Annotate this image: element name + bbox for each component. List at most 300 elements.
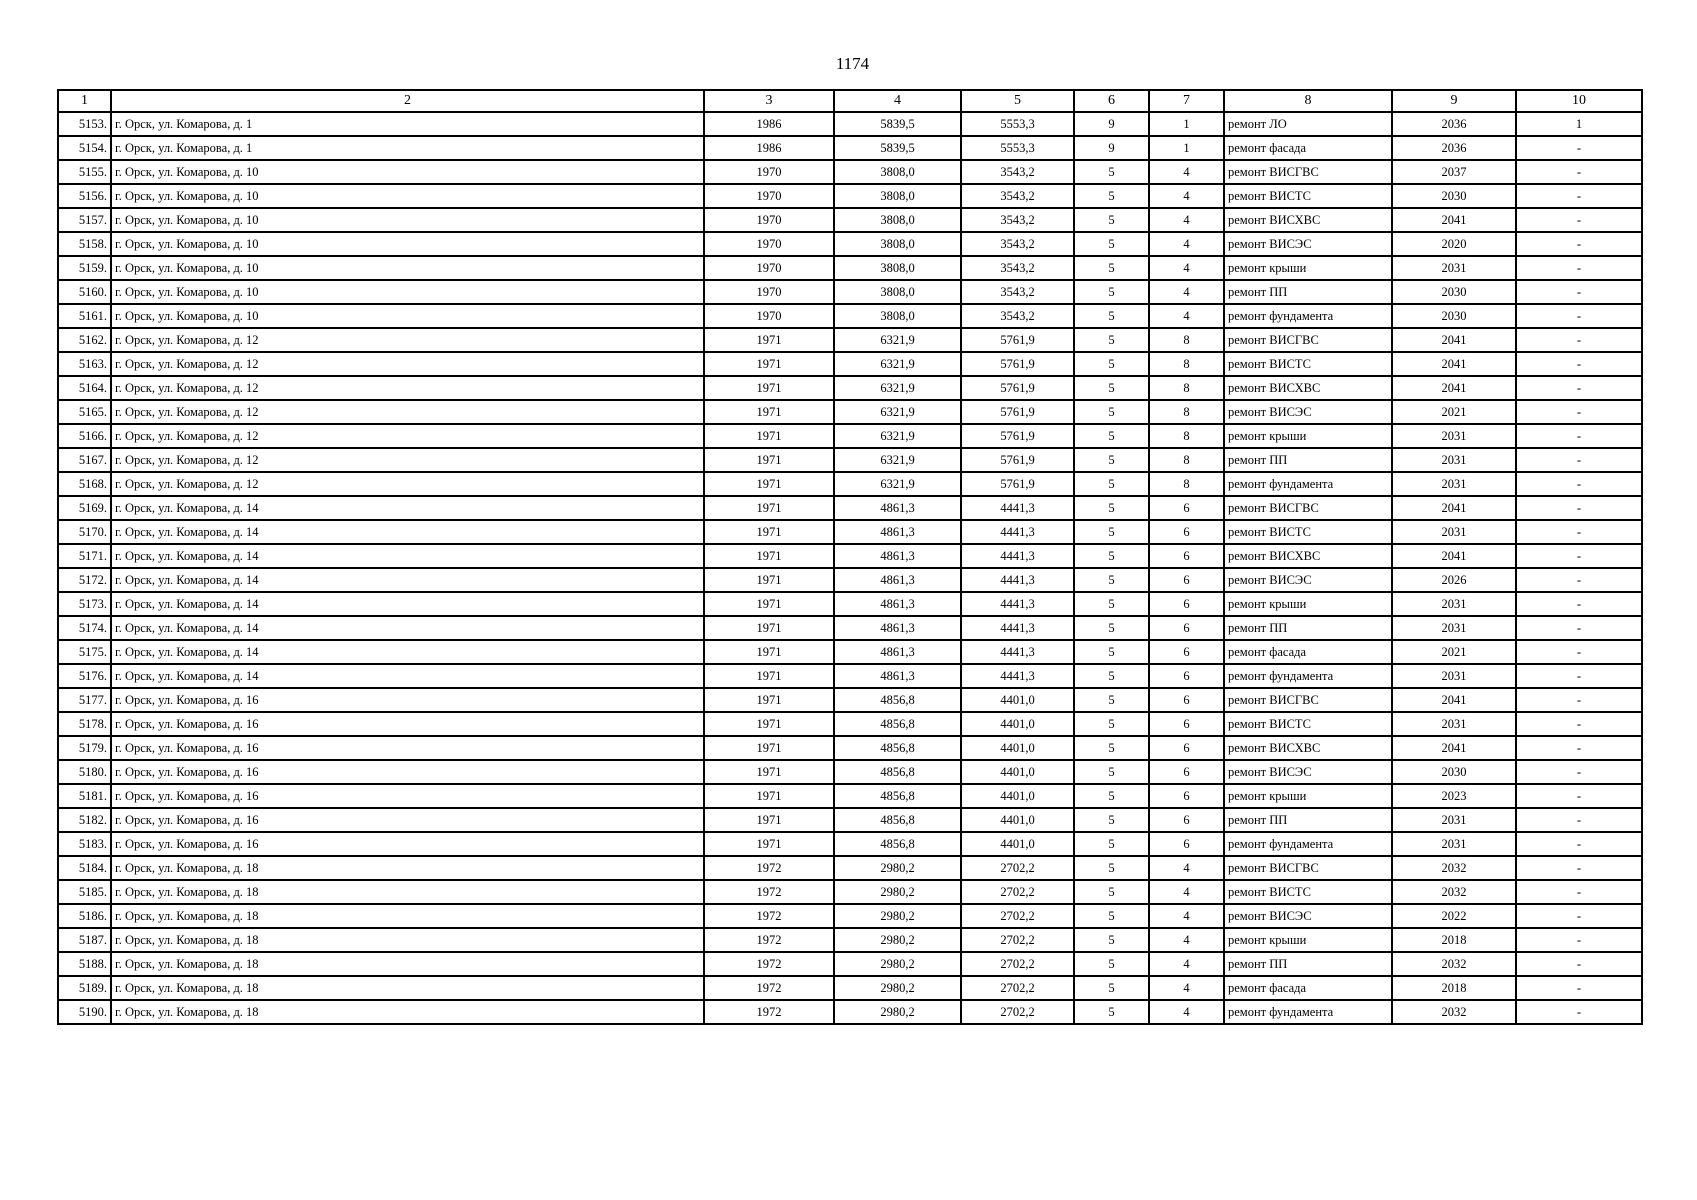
cell-year-built: 1970 — [704, 184, 834, 208]
cell-planned-year: 2032 — [1392, 1000, 1516, 1024]
cell-living-area: 2702,2 — [961, 1000, 1074, 1024]
cell-address: г. Орск, ул. Комарова, д. 10 — [111, 232, 704, 256]
cell-year-built: 1971 — [704, 352, 834, 376]
cell-address: г. Орск, ул. Комарова, д. 18 — [111, 976, 704, 1000]
cell-address: г. Орск, ул. Комарова, д. 14 — [111, 664, 704, 688]
cell-planned-year: 2032 — [1392, 880, 1516, 904]
cell-living-area: 5761,9 — [961, 424, 1074, 448]
cell-planned-year: 2018 — [1392, 928, 1516, 952]
cell-work-type: ремонт ВИСХВС — [1224, 736, 1392, 760]
cell-floors: 5 — [1074, 640, 1149, 664]
cell-address: г. Орск, ул. Комарова, д. 10 — [111, 184, 704, 208]
cell-work-type: ремонт фасада — [1224, 136, 1392, 160]
cell-flag: - — [1516, 448, 1642, 472]
cell-year-built: 1972 — [704, 928, 834, 952]
cell-entrances: 1 — [1149, 136, 1224, 160]
cell-work-type: ремонт ПП — [1224, 808, 1392, 832]
cell-flag: - — [1516, 1000, 1642, 1024]
cell-total-area: 6321,9 — [834, 400, 961, 424]
cell-total-area: 3808,0 — [834, 256, 961, 280]
cell-flag: - — [1516, 208, 1642, 232]
cell-planned-year: 2031 — [1392, 448, 1516, 472]
cell-planned-year: 2041 — [1392, 208, 1516, 232]
cell-entrances: 6 — [1149, 712, 1224, 736]
cell-entrances: 6 — [1149, 784, 1224, 808]
cell-flag: - — [1516, 664, 1642, 688]
cell-entrances: 8 — [1149, 376, 1224, 400]
cell-floors: 5 — [1074, 424, 1149, 448]
cell-row-number: 5171. — [58, 544, 111, 568]
cell-work-type: ремонт ВИСГВС — [1224, 328, 1392, 352]
cell-flag: - — [1516, 808, 1642, 832]
cell-floors: 5 — [1074, 616, 1149, 640]
cell-flag: - — [1516, 400, 1642, 424]
cell-living-area: 3543,2 — [961, 256, 1074, 280]
cell-living-area: 4441,3 — [961, 664, 1074, 688]
table-row — [58, 160, 1642, 184]
cell-floors: 5 — [1074, 256, 1149, 280]
cell-floors: 5 — [1074, 808, 1149, 832]
cell-year-built: 1972 — [704, 1000, 834, 1024]
table-row — [58, 856, 1642, 880]
cell-address: г. Орск, ул. Комарова, д. 12 — [111, 472, 704, 496]
cell-flag: - — [1516, 832, 1642, 856]
cell-planned-year: 2041 — [1392, 736, 1516, 760]
cell-floors: 5 — [1074, 304, 1149, 328]
cell-flag: - — [1516, 880, 1642, 904]
cell-total-area: 5839,5 — [834, 112, 961, 136]
table-row — [58, 568, 1642, 592]
cell-floors: 5 — [1074, 448, 1149, 472]
cell-entrances: 4 — [1149, 232, 1224, 256]
cell-address: г. Орск, ул. Комарова, д. 10 — [111, 280, 704, 304]
cell-year-built: 1972 — [704, 904, 834, 928]
cell-planned-year: 2021 — [1392, 640, 1516, 664]
cell-flag: - — [1516, 256, 1642, 280]
cell-planned-year: 2041 — [1392, 688, 1516, 712]
cell-work-type: ремонт фундамента — [1224, 304, 1392, 328]
cell-row-number: 5177. — [58, 688, 111, 712]
cell-year-built: 1986 — [704, 112, 834, 136]
cell-year-built: 1971 — [704, 472, 834, 496]
cell-address: г. Орск, ул. Комарова, д. 16 — [111, 688, 704, 712]
cell-work-type: ремонт ВИСТС — [1224, 520, 1392, 544]
cell-total-area: 2980,2 — [834, 928, 961, 952]
table-row — [58, 400, 1642, 424]
cell-address: г. Орск, ул. Комарова, д. 14 — [111, 616, 704, 640]
cell-year-built: 1971 — [704, 544, 834, 568]
cell-entrances: 8 — [1149, 448, 1224, 472]
cell-living-area: 5761,9 — [961, 376, 1074, 400]
cell-address: г. Орск, ул. Комарова, д. 12 — [111, 328, 704, 352]
cell-living-area: 4441,3 — [961, 520, 1074, 544]
cell-planned-year: 2022 — [1392, 904, 1516, 928]
cell-year-built: 1971 — [704, 760, 834, 784]
column-header: 4 — [834, 90, 961, 112]
cell-address: г. Орск, ул. Комарова, д. 16 — [111, 832, 704, 856]
cell-flag: - — [1516, 304, 1642, 328]
cell-entrances: 4 — [1149, 1000, 1224, 1024]
cell-entrances: 6 — [1149, 640, 1224, 664]
cell-total-area: 3808,0 — [834, 208, 961, 232]
cell-planned-year: 2037 — [1392, 160, 1516, 184]
cell-year-built: 1970 — [704, 280, 834, 304]
cell-planned-year: 2041 — [1392, 352, 1516, 376]
cell-floors: 5 — [1074, 784, 1149, 808]
cell-floors: 5 — [1074, 400, 1149, 424]
cell-living-area: 4401,0 — [961, 808, 1074, 832]
cell-living-area: 4441,3 — [961, 544, 1074, 568]
cell-living-area: 4401,0 — [961, 832, 1074, 856]
cell-year-built: 1972 — [704, 976, 834, 1000]
cell-row-number: 5187. — [58, 928, 111, 952]
cell-work-type: ремонт ПП — [1224, 616, 1392, 640]
cell-living-area: 4441,3 — [961, 640, 1074, 664]
cell-row-number: 5166. — [58, 424, 111, 448]
cell-address: г. Орск, ул. Комарова, д. 10 — [111, 208, 704, 232]
cell-row-number: 5154. — [58, 136, 111, 160]
cell-row-number: 5160. — [58, 280, 111, 304]
cell-entrances: 6 — [1149, 616, 1224, 640]
cell-row-number: 5162. — [58, 328, 111, 352]
table-row — [58, 448, 1642, 472]
cell-year-built: 1971 — [704, 400, 834, 424]
cell-total-area: 4856,8 — [834, 832, 961, 856]
cell-address: г. Орск, ул. Комарова, д. 16 — [111, 760, 704, 784]
cell-year-built: 1971 — [704, 640, 834, 664]
table-row — [58, 664, 1642, 688]
cell-work-type: ремонт ВИСТС — [1224, 184, 1392, 208]
cell-total-area: 4861,3 — [834, 664, 961, 688]
cell-flag: - — [1516, 160, 1642, 184]
cell-living-area: 3543,2 — [961, 280, 1074, 304]
cell-entrances: 6 — [1149, 496, 1224, 520]
cell-flag: - — [1516, 352, 1642, 376]
cell-entrances: 4 — [1149, 976, 1224, 1000]
cell-row-number: 5182. — [58, 808, 111, 832]
cell-planned-year: 2031 — [1392, 808, 1516, 832]
cell-work-type: ремонт фундамента — [1224, 1000, 1392, 1024]
cell-address: г. Орск, ул. Комарова, д. 10 — [111, 304, 704, 328]
cell-work-type: ремонт ВИСХВС — [1224, 208, 1392, 232]
cell-floors: 5 — [1074, 568, 1149, 592]
table-row — [58, 952, 1642, 976]
cell-planned-year: 2032 — [1392, 856, 1516, 880]
cell-work-type: ремонт ВИСГВС — [1224, 688, 1392, 712]
column-header: 5 — [961, 90, 1074, 112]
cell-living-area: 5761,9 — [961, 448, 1074, 472]
cell-flag: - — [1516, 928, 1642, 952]
cell-work-type: ремонт ВИСХВС — [1224, 376, 1392, 400]
cell-work-type: ремонт ЛО — [1224, 112, 1392, 136]
cell-floors: 5 — [1074, 544, 1149, 568]
table-row — [58, 256, 1642, 280]
cell-planned-year: 2031 — [1392, 520, 1516, 544]
cell-total-area: 6321,9 — [834, 472, 961, 496]
cell-floors: 5 — [1074, 712, 1149, 736]
cell-entrances: 4 — [1149, 160, 1224, 184]
cell-entrances: 4 — [1149, 256, 1224, 280]
cell-work-type: ремонт ВИСТС — [1224, 352, 1392, 376]
cell-year-built: 1971 — [704, 688, 834, 712]
cell-flag: - — [1516, 232, 1642, 256]
cell-address: г. Орск, ул. Комарова, д. 1 — [111, 136, 704, 160]
cell-total-area: 4861,3 — [834, 616, 961, 640]
cell-floors: 5 — [1074, 904, 1149, 928]
cell-living-area: 3543,2 — [961, 304, 1074, 328]
cell-planned-year: 2031 — [1392, 472, 1516, 496]
cell-living-area: 2702,2 — [961, 904, 1074, 928]
cell-planned-year: 2041 — [1392, 544, 1516, 568]
cell-total-area: 3808,0 — [834, 232, 961, 256]
cell-planned-year: 2032 — [1392, 952, 1516, 976]
column-header: 3 — [704, 90, 834, 112]
cell-entrances: 8 — [1149, 328, 1224, 352]
cell-row-number: 5184. — [58, 856, 111, 880]
cell-work-type: ремонт ВИСЭС — [1224, 400, 1392, 424]
cell-flag: - — [1516, 904, 1642, 928]
cell-entrances: 6 — [1149, 664, 1224, 688]
cell-planned-year: 2021 — [1392, 400, 1516, 424]
cell-row-number: 5156. — [58, 184, 111, 208]
cell-planned-year: 2031 — [1392, 592, 1516, 616]
cell-flag: 1 — [1516, 112, 1642, 136]
table-row — [58, 184, 1642, 208]
cell-row-number: 5153. — [58, 112, 111, 136]
cell-total-area: 6321,9 — [834, 448, 961, 472]
cell-floors: 5 — [1074, 952, 1149, 976]
cell-planned-year: 2036 — [1392, 112, 1516, 136]
header-row — [58, 90, 1642, 112]
cell-flag: - — [1516, 496, 1642, 520]
cell-total-area: 4861,3 — [834, 544, 961, 568]
cell-entrances: 4 — [1149, 280, 1224, 304]
cell-total-area: 2980,2 — [834, 856, 961, 880]
cell-work-type: ремонт ВИСТС — [1224, 880, 1392, 904]
table-row — [58, 832, 1642, 856]
cell-planned-year: 2031 — [1392, 424, 1516, 448]
table-row — [58, 904, 1642, 928]
cell-year-built: 1970 — [704, 160, 834, 184]
cell-address: г. Орск, ул. Комарова, д. 16 — [111, 808, 704, 832]
cell-row-number: 5165. — [58, 400, 111, 424]
cell-flag: - — [1516, 472, 1642, 496]
table-row — [58, 496, 1642, 520]
cell-row-number: 5170. — [58, 520, 111, 544]
cell-total-area: 2980,2 — [834, 880, 961, 904]
cell-total-area: 2980,2 — [834, 976, 961, 1000]
cell-planned-year: 2031 — [1392, 256, 1516, 280]
cell-living-area: 3543,2 — [961, 232, 1074, 256]
cell-work-type: ремонт ВИСЭС — [1224, 568, 1392, 592]
cell-work-type: ремонт ВИСТС — [1224, 712, 1392, 736]
cell-row-number: 5179. — [58, 736, 111, 760]
cell-year-built: 1971 — [704, 448, 834, 472]
cell-planned-year: 2041 — [1392, 328, 1516, 352]
cell-floors: 5 — [1074, 280, 1149, 304]
cell-floors: 9 — [1074, 112, 1149, 136]
cell-floors: 5 — [1074, 688, 1149, 712]
cell-entrances: 4 — [1149, 184, 1224, 208]
cell-total-area: 4856,8 — [834, 808, 961, 832]
cell-total-area: 6321,9 — [834, 376, 961, 400]
table-row — [58, 328, 1642, 352]
cell-flag: - — [1516, 760, 1642, 784]
cell-entrances: 4 — [1149, 880, 1224, 904]
cell-floors: 5 — [1074, 856, 1149, 880]
table-row — [58, 1000, 1642, 1024]
cell-year-built: 1971 — [704, 520, 834, 544]
cell-row-number: 5180. — [58, 760, 111, 784]
cell-floors: 5 — [1074, 592, 1149, 616]
cell-year-built: 1971 — [704, 664, 834, 688]
table-row — [58, 208, 1642, 232]
table-row — [58, 472, 1642, 496]
cell-living-area: 5761,9 — [961, 328, 1074, 352]
cell-flag: - — [1516, 952, 1642, 976]
table-row — [58, 640, 1642, 664]
table-row — [58, 232, 1642, 256]
cell-year-built: 1971 — [704, 424, 834, 448]
cell-flag: - — [1516, 784, 1642, 808]
cell-floors: 5 — [1074, 208, 1149, 232]
cell-living-area: 5761,9 — [961, 352, 1074, 376]
cell-entrances: 8 — [1149, 424, 1224, 448]
cell-work-type: ремонт ПП — [1224, 280, 1392, 304]
cell-row-number: 5158. — [58, 232, 111, 256]
cell-total-area: 4856,8 — [834, 784, 961, 808]
cell-flag: - — [1516, 328, 1642, 352]
cell-entrances: 4 — [1149, 928, 1224, 952]
cell-address: г. Орск, ул. Комарова, д. 14 — [111, 640, 704, 664]
cell-year-built: 1970 — [704, 208, 834, 232]
cell-address: г. Орск, ул. Комарова, д. 14 — [111, 568, 704, 592]
table-row — [58, 616, 1642, 640]
cell-entrances: 6 — [1149, 544, 1224, 568]
cell-floors: 5 — [1074, 232, 1149, 256]
cell-flag: - — [1516, 376, 1642, 400]
cell-planned-year: 2018 — [1392, 976, 1516, 1000]
column-header: 7 — [1149, 90, 1224, 112]
cell-planned-year: 2031 — [1392, 664, 1516, 688]
cell-total-area: 5839,5 — [834, 136, 961, 160]
cell-flag: - — [1516, 688, 1642, 712]
cell-year-built: 1971 — [704, 496, 834, 520]
table-row — [58, 352, 1642, 376]
cell-floors: 5 — [1074, 376, 1149, 400]
cell-flag: - — [1516, 712, 1642, 736]
column-header: 2 — [111, 90, 704, 112]
table-row — [58, 808, 1642, 832]
cell-row-number: 5164. — [58, 376, 111, 400]
cell-row-number: 5190. — [58, 1000, 111, 1024]
cell-row-number: 5183. — [58, 832, 111, 856]
cell-address: г. Орск, ул. Комарова, д. 16 — [111, 736, 704, 760]
cell-address: г. Орск, ул. Комарова, д. 12 — [111, 424, 704, 448]
cell-planned-year: 2030 — [1392, 760, 1516, 784]
cell-entrances: 6 — [1149, 736, 1224, 760]
table-row — [58, 880, 1642, 904]
table-row — [58, 304, 1642, 328]
cell-entrances: 8 — [1149, 352, 1224, 376]
cell-floors: 5 — [1074, 832, 1149, 856]
cell-entrances: 6 — [1149, 688, 1224, 712]
cell-entrances: 6 — [1149, 568, 1224, 592]
cell-year-built: 1970 — [704, 256, 834, 280]
cell-total-area: 2980,2 — [834, 904, 961, 928]
cell-living-area: 3543,2 — [961, 160, 1074, 184]
cell-year-built: 1971 — [704, 784, 834, 808]
cell-total-area: 2980,2 — [834, 952, 961, 976]
table-body — [58, 112, 1642, 1024]
cell-living-area: 5761,9 — [961, 400, 1074, 424]
table-row — [58, 928, 1642, 952]
cell-address: г. Орск, ул. Комарова, д. 14 — [111, 496, 704, 520]
cell-floors: 5 — [1074, 736, 1149, 760]
cell-year-built: 1972 — [704, 952, 834, 976]
cell-living-area: 5553,3 — [961, 136, 1074, 160]
cell-row-number: 5174. — [58, 616, 111, 640]
table-row — [58, 424, 1642, 448]
cell-flag: - — [1516, 184, 1642, 208]
cell-planned-year: 2030 — [1392, 280, 1516, 304]
cell-work-type: ремонт крыши — [1224, 592, 1392, 616]
cell-address: г. Орск, ул. Комарова, д. 12 — [111, 448, 704, 472]
cell-planned-year: 2041 — [1392, 496, 1516, 520]
cell-address: г. Орск, ул. Комарова, д. 18 — [111, 880, 704, 904]
cell-living-area: 4441,3 — [961, 616, 1074, 640]
column-header: 6 — [1074, 90, 1149, 112]
cell-floors: 5 — [1074, 664, 1149, 688]
column-header: 10 — [1516, 90, 1642, 112]
cell-planned-year: 2026 — [1392, 568, 1516, 592]
cell-living-area: 4401,0 — [961, 688, 1074, 712]
cell-living-area: 4401,0 — [961, 784, 1074, 808]
cell-address: г. Орск, ул. Комарова, д. 1 — [111, 112, 704, 136]
cell-total-area: 4861,3 — [834, 496, 961, 520]
cell-floors: 5 — [1074, 328, 1149, 352]
column-header: 8 — [1224, 90, 1392, 112]
cell-entrances: 8 — [1149, 472, 1224, 496]
cell-planned-year: 2031 — [1392, 712, 1516, 736]
cell-address: г. Орск, ул. Комарова, д. 18 — [111, 952, 704, 976]
cell-planned-year: 2031 — [1392, 832, 1516, 856]
cell-total-area: 6321,9 — [834, 352, 961, 376]
cell-living-area: 4441,3 — [961, 568, 1074, 592]
cell-flag: - — [1516, 736, 1642, 760]
cell-work-type: ремонт крыши — [1224, 928, 1392, 952]
cell-entrances: 6 — [1149, 592, 1224, 616]
cell-living-area: 2702,2 — [961, 952, 1074, 976]
cell-work-type: ремонт крыши — [1224, 784, 1392, 808]
cell-row-number: 5168. — [58, 472, 111, 496]
cell-work-type: ремонт фасада — [1224, 976, 1392, 1000]
cell-year-built: 1971 — [704, 832, 834, 856]
table-row — [58, 544, 1642, 568]
cell-living-area: 2702,2 — [961, 880, 1074, 904]
cell-entrances: 4 — [1149, 856, 1224, 880]
cell-year-built: 1970 — [704, 232, 834, 256]
cell-living-area: 4401,0 — [961, 736, 1074, 760]
cell-row-number: 5172. — [58, 568, 111, 592]
cell-address: г. Орск, ул. Комарова, д. 18 — [111, 904, 704, 928]
cell-planned-year: 2030 — [1392, 184, 1516, 208]
cell-row-number: 5189. — [58, 976, 111, 1000]
cell-flag: - — [1516, 280, 1642, 304]
cell-floors: 5 — [1074, 472, 1149, 496]
column-header: 9 — [1392, 90, 1516, 112]
cell-year-built: 1971 — [704, 592, 834, 616]
